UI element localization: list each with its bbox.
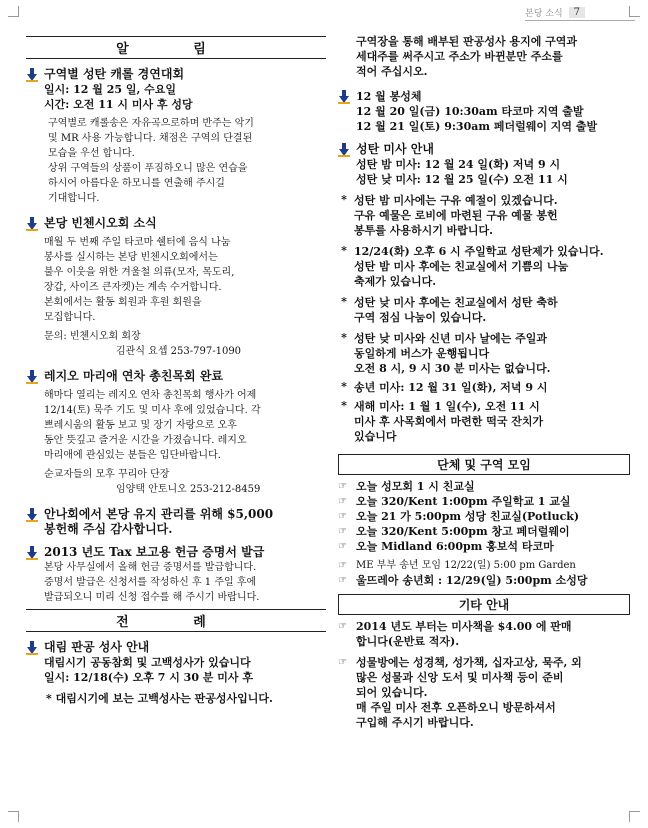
text-line: 있습니다: [354, 430, 397, 443]
text-line: 모집합니다.: [44, 312, 96, 323]
note-marker: *: [341, 380, 347, 393]
contest-body: [26, 116, 326, 206]
arrow-bullet-icon: [338, 90, 350, 104]
note-item: [338, 295, 630, 325]
text-line: 2014 년도 부터는 미사책을 $4.00 에 판매: [356, 620, 572, 633]
vincent-heading: [26, 216, 326, 231]
text-line: 및 MR 사용 가능합니다. 채점은 구역의 단결된: [48, 133, 253, 144]
text-line: 적어 주십시오.: [356, 65, 428, 78]
legio-contact: 임양택 안토니오 253-212-8459: [116, 484, 261, 495]
other-item: [338, 619, 630, 649]
pointing-hand-icon: ☞: [338, 496, 347, 507]
arrow-bullet-icon: [26, 370, 38, 384]
group-text: 울뜨레아 송년회 : 12/29(일) 5:00pm 소성당: [356, 574, 588, 587]
sick-visit-line-2: 12 월 21 일(토) 9:30am 페더럴웨이 지역 출발: [356, 120, 598, 133]
right-column: [338, 34, 630, 730]
vincent-contact-label: 문의: 빈첸시오회 회장: [44, 331, 141, 342]
text-line: 쁘레시움의 활동 보고 및 장기 자랑으로 오후: [44, 420, 237, 431]
text-line: 장갑, 사이즈 큰자켓)는 계속 수거합니다.: [44, 282, 222, 293]
arrow-bullet-icon: [26, 68, 38, 82]
other-heading: 기타 안내: [338, 594, 630, 615]
arrow-bullet-icon: [338, 143, 350, 157]
note-item: [338, 380, 630, 395]
text-line: 기대합니다.: [48, 193, 100, 204]
tax-body: [26, 560, 326, 605]
note-item: [338, 331, 630, 376]
arrow-bullet-icon: [26, 546, 38, 560]
note-item: [338, 244, 630, 289]
notices-banner: 알 림: [26, 36, 326, 59]
text-line: 성탄 밤 미사에는 구유 예절이 있겠습니다.: [354, 194, 558, 207]
sick-visit-heading: [338, 89, 630, 134]
christmas-mass-title: 성탄 미사 안내: [356, 142, 434, 156]
note-marker: *: [341, 295, 347, 308]
text-line: 동일하게 버스가 운행됩니다: [354, 347, 490, 360]
page-number: 7: [569, 7, 585, 18]
christmas-mass-line-1: 성탄 밤 미사: 12 월 24 일(화) 저녁 9 시: [356, 158, 561, 171]
page-header: [525, 4, 635, 21]
group-text: 오늘 Midland 6:00pm 홍보석 타코마: [356, 540, 554, 553]
text-line: 새해 미사: 1 월 1 일(수), 오전 11 시: [354, 400, 540, 413]
penance-heading: [26, 640, 326, 685]
legio-title: 레지오 마리애 연차 총친목회 완료: [44, 369, 224, 383]
text-line: 많은 성물과 신앙 도서 및 미사책 등이 준비: [356, 671, 564, 684]
arrow-bullet-icon: [26, 641, 38, 655]
group-item: [338, 494, 630, 509]
contest-heading: [26, 67, 326, 112]
vincent-contact: 김관식 요셉 253-797-1090: [116, 346, 242, 357]
text-line: 송년 미사: 12 월 31 일(화), 저녁 9 시: [354, 381, 548, 394]
group-item: [338, 479, 630, 494]
note-marker: *: [341, 244, 347, 257]
group-item: [338, 509, 630, 524]
text-line: 세대주를 써주시고 주소가 바뀐분만 주소를: [356, 50, 563, 63]
penance-title: 대림 판공 성사 안내: [44, 640, 150, 654]
christmas-mass-line-2: 성탄 낮 미사: 12 월 25 일(수) 오전 11 시: [356, 173, 568, 186]
text-line: 하시어 아름다운 하모니를 연출해 주시길: [48, 178, 225, 189]
note-marker: *: [341, 193, 347, 206]
pointing-hand-icon: ☞: [338, 575, 347, 586]
text-line: 해마다 열리는 레지오 연차 총친목회 행사가 어제: [44, 390, 257, 401]
legio-body: [26, 388, 326, 497]
contest-time: 시간: 오전 11 시 미사 후 성당: [44, 98, 193, 111]
text-line: 구역 점심 나눔이 있습니다.: [354, 311, 487, 324]
text-line: 오전 8 시, 9 시 30 분 미사는 없습니다.: [354, 362, 551, 375]
text-line: 성물방에는 성경책, 성가책, 십자고상, 묵주, 외: [356, 656, 582, 669]
crop-mark-bottom-right: [629, 811, 640, 822]
penance-note: * 대림시기에 보는 고백성사는 판공성사입니다.: [46, 692, 273, 705]
text-line: 동안 뜻깊고 즐거운 시간을 가졌습니다. 레지오: [44, 435, 247, 446]
text-line: 12/14(토) 묵주 기도 및 미사 후에 있었습니다. 각: [44, 405, 261, 416]
vincent-body: [26, 235, 326, 359]
section-name: 본당 소식: [525, 8, 563, 19]
fund-line-1: 안나회에서 본당 유지 관리를 위해 $5,000: [44, 507, 274, 521]
penance-line-1: 대림시기 공동참회 및 고백성사가 있습니다: [44, 656, 251, 669]
text-line: 발급되오니 미리 신청 접수를 해 주시기 바랍니다.: [44, 592, 260, 603]
group-text: 오늘 320/Kent 5:00pm 창고 페더럴웨이: [356, 525, 570, 538]
tax-heading: [26, 545, 326, 560]
pointing-hand-icon: ☞: [338, 657, 347, 668]
fund-line-2: 봉헌해 주심 감사합니다.: [44, 522, 173, 536]
pointing-hand-icon: ☞: [338, 541, 347, 552]
arrow-bullet-icon: [26, 217, 38, 231]
pointing-hand-icon: ☞: [338, 621, 347, 632]
other-item: [338, 655, 630, 730]
group-text: ME 부부 송년 모임 12/22(일) 5:00 pm Garden: [356, 560, 576, 571]
group-item: [338, 573, 630, 588]
text-line: 봉투를 사용하시기 바랍니다.: [354, 224, 493, 237]
text-line: 합니다(운반료 적자).: [356, 635, 460, 648]
note-marker: *: [341, 399, 347, 412]
contest-title: 구역별 성탄 캐롤 경연대회: [44, 67, 185, 81]
text-line: 마리애에 관심있는 분들은 입단바랍니다.: [44, 450, 221, 461]
contest-date: 일시: 12 월 25 일, 수요일: [44, 83, 177, 96]
pointing-hand-icon: ☞: [338, 511, 347, 522]
text-line: 구역별로 캐롤송은 자유곡으로하며 반주는 악기: [48, 118, 254, 129]
text-line: 증명서 발급은 신청서를 작성하신 후 1 주일 후에: [44, 577, 257, 588]
arrow-bullet-icon: [26, 508, 38, 522]
text-line: 성탄 낮 미사 후에는 친교실에서 성탄 축하: [354, 296, 558, 309]
text-line: 축제가 있습니다.: [354, 275, 437, 288]
groups-heading: 단체 및 구역 모임: [338, 454, 630, 475]
crop-mark-top-left: [8, 6, 19, 17]
note-marker: *: [341, 331, 347, 344]
pointing-hand-icon: ☞: [338, 526, 347, 537]
legio-contact-label: 순교자들의 모후 꾸리아 단장: [44, 469, 170, 480]
liturgy-banner: 전 례: [26, 609, 326, 632]
text-line: 구유 예물은 로비에 마련된 구유 예물 봉헌: [354, 209, 558, 222]
group-item: [338, 539, 630, 554]
text-line: 미사 후 사목회에서 마련한 떡국 잔치가: [354, 415, 544, 428]
text-line: 모습을 우선 합니다.: [48, 148, 135, 159]
crop-mark-bottom-left: [8, 811, 19, 822]
group-item: [338, 558, 630, 573]
note-item: [338, 193, 630, 238]
group-text: 오늘 성모회 1 시 친교실: [356, 480, 475, 493]
group-text: 오늘 320/Kent 1:00pm 주일학교 1 교실: [356, 495, 571, 508]
left-column: [26, 36, 326, 706]
text-line: 12/24(화) 오후 6 시 주일학교 성탄제가 있습니다.: [354, 245, 604, 258]
penance-line-2: 일시: 12/18(수) 오후 7 시 30 분 미사 후: [44, 671, 253, 684]
text-line: 매 주일 미사 전후 오픈하오니 방문하셔서: [356, 701, 556, 714]
text-line: 불우 이웃을 위한 겨울철 의류(모자, 목도리,: [44, 267, 235, 278]
text-line: 되어 있습니다.: [356, 686, 428, 699]
legio-heading: [26, 369, 326, 384]
pointing-hand-icon: ☞: [338, 481, 347, 492]
text-line: 구역장을 통해 배부된 판공성사 용지에 구역과: [356, 35, 578, 48]
sick-visit-title: 12 월 봉성체: [356, 90, 422, 103]
group-text: 오늘 21 가 5:00pm 성당 친교실(Potluck): [356, 510, 580, 523]
text-line: 구입해 주시기 바랍니다.: [356, 716, 474, 729]
group-item: [338, 524, 630, 539]
note-item: [338, 399, 630, 444]
fund-notice: [26, 507, 326, 537]
pointing-hand-icon: ☞: [338, 560, 347, 571]
text-line: 봉사를 실시하는 본당 빈첸시오회에서는: [44, 252, 218, 263]
text-line: 상위 구역들의 상품이 푸짐하오니 많은 연습을: [48, 163, 248, 174]
christmas-mass-heading: [338, 142, 630, 187]
tax-title: 2013 년도 Tax 보고용 헌금 증명서 발급: [44, 545, 265, 559]
groups-list: [338, 479, 630, 588]
text-line: 매월 두 번째 주일 타코마 쉘터에 음식 나눔: [44, 237, 231, 248]
sick-visit-line-1: 12 월 20 일(금) 10:30am 타코마 지역 출발: [356, 105, 584, 118]
text-line: 성탄 밤 미사 후에는 친교실에서 기쁨의 나눔: [354, 260, 569, 273]
penance-continued: [338, 34, 630, 79]
text-line: 성탄 낮 미사와 신년 미사 날에는 주일과: [354, 332, 547, 345]
vincent-title: 본당 빈첸시오회 소식: [44, 216, 157, 230]
text-line: 본당 사무실에서 올해 헌금 증명서를 발급합니다.: [44, 562, 257, 573]
text-line: 본회에서는 활동 회원과 후원 회원을: [44, 297, 202, 308]
